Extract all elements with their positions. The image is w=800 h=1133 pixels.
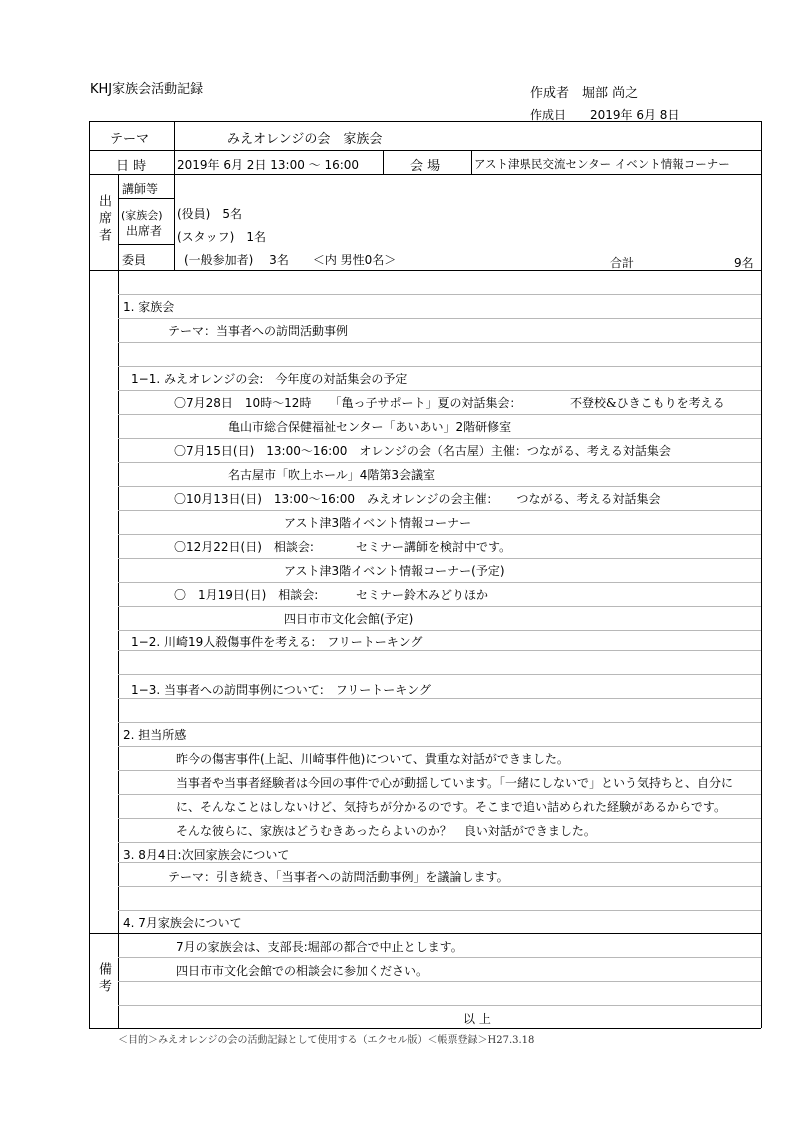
impression-line-2: 当事者や当事者経験者は今回の事件で心が動揺しています。「一緒にしないで」という気持ちと、自分に: [176, 776, 734, 790]
form-footer: ＜目的＞みえオレンジの会の活動記録として使用する（エクセル版）＜帳票登録＞H27.3.18: [118, 1035, 535, 1046]
event-3-venue: アスト津3階イベント情報コーナー: [284, 516, 472, 530]
event-1: 〇7月28日 10時～12時 「亀っ子サポート」夏の対話集会：: [174, 396, 522, 410]
event-5-venue: 四日市市文化会館(予定): [284, 612, 414, 626]
event-4: 〇12月22日(日) 相談会:: [174, 540, 314, 554]
event-1-venue: 亀山市総合保健福祉センター「あいあい」2階研修室: [228, 420, 512, 434]
datetime-label: 日 時: [116, 159, 147, 174]
closing-mark: 以 上: [463, 1012, 491, 1026]
section-2-heading: 2. 担当所感: [123, 728, 187, 742]
section-1-3-heading: 1−3. 当事者への訪問事例について: フリートーキング: [131, 683, 431, 697]
staff-count: (スタッフ) 1名: [177, 230, 266, 244]
committee-label: 委員: [122, 253, 147, 267]
section-4-heading: 4. 7月家族会について: [123, 916, 242, 930]
venue-label: 会 場: [410, 159, 441, 174]
event-5: 〇 1月19日(日) 相談会:: [174, 588, 319, 602]
event-2: 〇7月15日(日) 13:00～16:00 オレンジの会（名古屋）主催：つながる、考える対話集会: [174, 444, 671, 458]
section-3-heading: 3. 8月4日:次回家族会について: [123, 848, 290, 862]
venue-value: アスト津県民交流センター イベント情報コーナー: [474, 157, 730, 171]
event-2-venue: 名古屋市「吹上ホール」4階第3会議室: [228, 468, 436, 482]
officers-count: (役員) 5名: [177, 207, 242, 221]
lecturer-label: 講師等: [122, 182, 159, 196]
theme-label: テーマ: [110, 132, 150, 147]
remarks-line-2: 四日市市文化会館での相談会に参加ください。: [176, 964, 429, 978]
impression-line-1: 昨今の傷害事件(上記、川崎事件他)について、貴重な対話ができました。: [176, 752, 569, 766]
impression-line-4: そんな彼らに、家族はどうむきあったらよいのか？ 良い対話ができました。: [176, 824, 596, 838]
section-1-heading: 1. 家族会: [123, 300, 175, 314]
remarks-line-1: 7月の家族会は、支部長:堀部の都合で中止とします。: [176, 940, 463, 954]
author: 作成者 堀部 尚之: [530, 86, 639, 101]
section-1-1-heading: 1−1. みえオレンジの会: 今年度の対話集会の予定: [131, 372, 408, 386]
section-1-2-heading: 1−2. 川崎19人殺傷事件を考える: フリートーキング: [131, 635, 423, 649]
impression-line-3: に、そんなことはしないけど、気持ちが分かるのです。そこまで追い詰められた経験があるからです。: [176, 800, 726, 814]
general-participants: (一般参加者) 3名 ＜内 男性0名＞: [184, 253, 397, 267]
document-title: KHJ家族会活動記録: [90, 82, 204, 97]
total-label: 合計: [610, 256, 635, 270]
event-3: 〇10月13日(日) 13:00～16:00 みえオレンジの会主催： つながる、考える対話集会: [174, 492, 661, 506]
family-attendee-label: 出席者: [126, 224, 163, 238]
event-1-topic: 不登校&ひきこもりを考える: [570, 396, 725, 410]
section-3-theme: テーマ：引き続き、「当事者への訪問活動事例」を議論します。: [168, 870, 509, 884]
remarks-label: 備考: [96, 962, 111, 996]
event-4-note: セミナー講師を検討中です。: [356, 540, 512, 554]
attendance-group-label: 出席者: [96, 194, 111, 245]
event-4-venue: アスト津3階イベント情報コーナー(予定): [284, 564, 505, 578]
created-date: 作成日 2019年 6月 8日: [530, 108, 680, 122]
section-1-theme: テーマ：当事者への訪問活動事例: [168, 324, 349, 338]
event-5-note: セミナー鈴木みどりほか: [356, 588, 489, 602]
family-label: (家族会): [121, 209, 163, 222]
total-value: 9名: [734, 256, 754, 270]
theme-value: みえオレンジの会 家族会: [227, 132, 383, 147]
datetime-value: 2019年 6月 2日 13:00 ～ 16:00: [177, 158, 360, 172]
